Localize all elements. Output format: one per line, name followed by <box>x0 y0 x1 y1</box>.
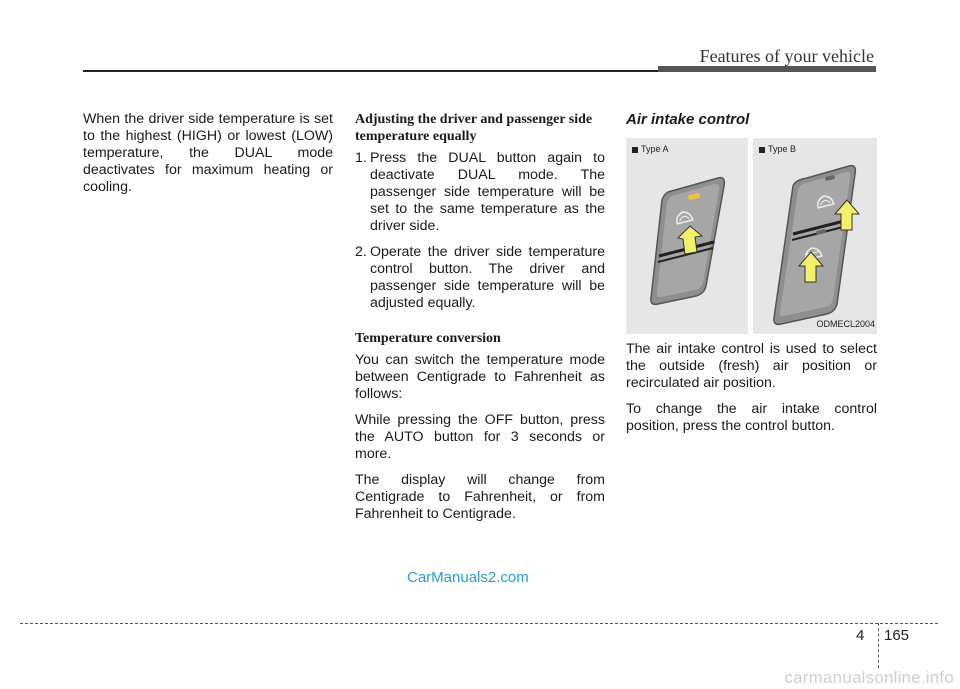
footer-dashed-separator <box>878 623 879 668</box>
header-rule <box>83 70 658 72</box>
watermark-link[interactable]: CarManuals2.com <box>407 569 529 586</box>
type-b-label: Type B <box>759 141 796 158</box>
step-number: 2. <box>355 244 367 260</box>
step-text: Operate the driver side temperature control button. The driver and passenger side temperature will be adjusted equally. <box>370 244 605 311</box>
adjust-steps-list <box>355 150 605 312</box>
list-item <box>355 244 605 312</box>
dual-mode-note: When the driver side temperature is set to the highest (HIGH) or lowest (LOW) temperature, the DUAL mode deactivates for maximum heating or cooling. <box>83 111 333 195</box>
type-a-panel <box>626 138 748 334</box>
column-3 <box>626 111 877 444</box>
step-text: Press the DUAL button again to deactivate DUAL mode. The passenger side temperature will be set to the same temperature as the driver side. <box>370 150 605 234</box>
conversion-para: While pressing the OFF button, press the AUTO button for 3 seconds or more. <box>355 412 605 462</box>
air-intake-heading: Air intake control <box>626 111 750 128</box>
figure-code: ODMECL2004 <box>816 319 875 329</box>
page-number: 165 <box>884 627 910 644</box>
footer-site-watermark: carmanualsonline.info <box>784 668 954 687</box>
adjust-equally-heading: Adjusting the driver and passenger side temperature equally <box>355 112 593 144</box>
conversion-para: You can switch the temperature mode between Centigrade to Fahrenheit as follows: <box>355 352 605 402</box>
list-item <box>355 150 605 235</box>
section-title: Features of your vehicle <box>699 46 874 66</box>
section-number: 4 <box>856 627 865 644</box>
air-intake-figure <box>626 138 877 334</box>
header-bar <box>658 66 876 72</box>
type-a-switch-illustration <box>626 138 748 334</box>
type-a-label: Type A <box>632 141 669 158</box>
air-intake-para: To change the air intake control position, press the control button. <box>626 401 877 434</box>
temperature-conversion-heading: Temperature conversion <box>355 331 501 346</box>
conversion-para: The display will change from Centigrade to Fahrenheit, or from Fahrenheit to Centigrade. <box>355 472 605 522</box>
type-b-switch-illustration <box>753 138 877 334</box>
type-b-panel <box>753 138 877 334</box>
column-1 <box>83 111 333 205</box>
step-number: 1. <box>355 150 367 166</box>
air-intake-para: The air intake control is used to select the outside (fresh) air position or recirculated air position. <box>626 341 877 391</box>
column-2 <box>355 111 605 532</box>
footer-dashed-rule <box>20 623 938 624</box>
